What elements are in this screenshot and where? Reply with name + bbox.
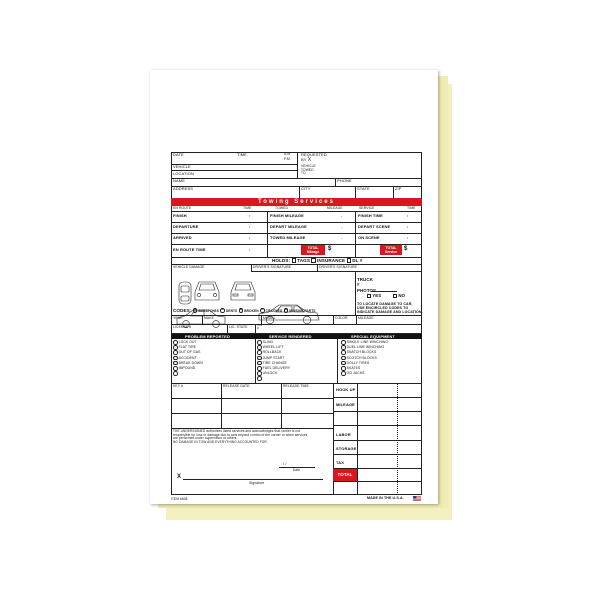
signature-line[interactable] xyxy=(183,479,323,480)
storage-label: STORAGE xyxy=(336,446,357,451)
requested-by-label: BY X xyxy=(301,157,312,163)
col-en-route: EN ROUTE xyxy=(173,206,192,210)
finish-mileage-label: FINISH MILEAGE xyxy=(270,213,304,218)
problem-item[interactable]: OUT OF GAS xyxy=(173,350,203,355)
service-item[interactable]: FUEL DELIVERY xyxy=(257,366,290,371)
dl-checkbox[interactable] xyxy=(347,258,352,263)
departure-label: DEPARTURE xyxy=(173,224,199,229)
problem-reported-header: PROBLEM REPORTED xyxy=(185,333,230,339)
equipment-item[interactable]: SINGLE LINE WINCHING xyxy=(341,340,388,345)
photos-label: PHOTOS xyxy=(357,288,377,293)
code-dents: D DENTS xyxy=(221,308,238,313)
service-item[interactable]: JUMP START xyxy=(257,356,290,361)
problem-item[interactable]: BREAK DOWN xyxy=(173,361,203,366)
service-dollar: $ xyxy=(404,246,408,252)
vehicle-label: VEHICLE xyxy=(173,164,191,169)
zip-label: ZIP xyxy=(395,186,402,191)
location-label: LOCATION xyxy=(173,171,194,176)
model-label: MODEL xyxy=(263,316,276,320)
time-label: TIME xyxy=(237,152,247,157)
service-list xyxy=(257,340,290,382)
am-label: A.M. xyxy=(284,152,292,156)
date-slashes: / / xyxy=(283,461,287,466)
code-broken: B BROKEN xyxy=(239,308,259,313)
special-equipment-header: SPECIAL EQUIPMENT xyxy=(351,333,395,339)
car-top-view-icon xyxy=(179,282,191,304)
signature-x: X xyxy=(177,474,182,480)
towed-mileage-label: TOWED MILEAGE xyxy=(270,235,306,240)
en-route-time-label: EN ROUTE TIME xyxy=(173,247,206,252)
service-item[interactable] xyxy=(257,376,290,381)
problem-item[interactable]: FLAT TIRE xyxy=(173,345,203,350)
date-label: DATE xyxy=(173,152,184,157)
release-time-label: RELEASE TIME xyxy=(283,384,309,388)
photos-yes[interactable]: YES xyxy=(367,294,381,299)
insurance-checkbox[interactable] xyxy=(311,258,316,263)
service-item[interactable]: ROLLBACK xyxy=(257,350,290,355)
equipment-item[interactable]: DUEL LINE WINCHING xyxy=(341,345,388,350)
equipment-item[interactable]: DOLLY TIRES xyxy=(341,361,388,366)
arrived-label: ARRIVED xyxy=(173,235,192,240)
make-label: MAKE xyxy=(204,316,215,320)
towing-services-banner: Towing Services xyxy=(171,198,422,206)
drivers-signature-label: DRIVER'S SIGNATURE xyxy=(253,265,291,269)
date-caption: Date xyxy=(293,468,301,472)
on-scene-label: ON SCENE xyxy=(358,235,380,240)
equipment-item[interactable]: SCOTCH BLOCKS xyxy=(341,356,388,361)
service-item[interactable]: SLING xyxy=(257,340,290,345)
equipment-item[interactable]: SNATCH BLOCKS xyxy=(341,350,388,355)
code-missing-parts: M MISSING PARTS xyxy=(284,308,316,313)
locate-damage-note: TO LOCATE DAMAGE TO CAR, USE ENCIRCLED CODES TO INDICATE DAMAGE AND LOCATION. xyxy=(357,302,423,315)
license-label: LICENSE # xyxy=(173,325,192,329)
charge-mileage-label: MILEAGE xyxy=(336,402,355,407)
requested-label: REQUESTED xyxy=(301,152,327,157)
form-body: DATE TIME A.M. P.M. REQUESTED BY X VEHICLE LOCATION VEHICLE TOWED TO NAME PHONE ADDRESS CITY STATE ZIP Towing Services EN ROUTE TIME TOWED MILEAGE SERVICE TIME FINISH DEPARTURE ARRIVED EN ROUTE TIME : : : : FINISH MILEAGE DEPART MILEAGE TOWED MILEAGE . . . FINISH TIME DEPART SCENE ON SCENE : : : TOTAL Mileage $ TOTAL Service $ HOLDS: TAGS INSURANCE DL # VEHICLE DAMAGE DRIVER'S SIGNATURE DRIVER'S SIGNATURE TRUCK # PHOTOS YES NO TO LOCATE DAMAGE TO CAR, USE ENCIRCLED CODES TO INDICATE DAMAGE AND LOCATION. CODES: S SCRATCHES D DENTS B BROKEN C CRACKED M MISSING PARTS YEAR MAKE MODEL COLOR MILEAGE LICENSE # LIC. STATE VIN # PROBLEM REPORTED SERVICE RENDERED SPECIAL EQUIPMENT LOCK OUT FLAT TIRE OUT OF GAS ACCIDENT BREAK DOWN IMPOUND SLING WHEEL-LIFT ROLLBACK JUMP START TIRE CHANGE FUEL DELIVERY UNLOCK SINGLE LINE WINCHING DUEL LINE WINCHING SNATCH BLOCKS SCOTCH BLOCKS DOLLY TIRES SKATES GO JACKS KEY # RELEASE DATE RELEASE TIME HOOK UP MILEAGE LABOR STORAGE TAX TOTAL THE UNDERSIGNED authorizes listed services and acknowledges that carrier is not responsible for loss or damage due to acts beyond control of the carrier or when services are performed under supervision of others. NO DAMAGE IN TOW AND EVERYTHING ACCOUNTED FOR. X / / Date Signature ITEM #608 MADE IN THE U.S.A. xyxy=(171,152,423,501)
photos-no[interactable]: NO xyxy=(393,294,405,299)
problem-item[interactable] xyxy=(173,371,203,376)
name-label: NAME xyxy=(173,178,185,183)
equipment-item[interactable]: SKATES xyxy=(341,366,388,371)
total-badge: TOTAL xyxy=(333,469,357,481)
color-label: COLOR xyxy=(335,316,348,320)
state-label: STATE xyxy=(357,186,370,191)
tags-checkbox[interactable] xyxy=(292,258,297,263)
service-rendered-header: SERVICE RENDERED xyxy=(269,333,312,339)
terms-text: THE UNDERSIGNED authorizes listed services and acknowledges that carrier is not responsible for loss or damage due to acts beyond control of the carrier or when services are performed under supervision of others. NO DAMAGE IN TOW AND EVERYTHING ACCOUNTED FOR. xyxy=(173,429,308,445)
holds-row: HOLDS: TAGS INSURANCE DL # xyxy=(272,258,363,263)
service-item[interactable]: TIRE CHANGE xyxy=(257,361,290,366)
item-number: ITEM #608 xyxy=(171,497,188,501)
depart-scene-label: DEPART SCENE xyxy=(358,224,391,229)
problem-item[interactable]: IMPOUND xyxy=(173,366,203,371)
key-label: KEY # xyxy=(173,384,184,388)
towing-form-sheet xyxy=(150,70,438,504)
mileage-label: MILEAGE xyxy=(358,316,374,320)
finish-label: FINISH xyxy=(173,213,187,218)
depart-mileage-label: DEPART MILEAGE xyxy=(270,224,307,229)
equipment-item[interactable]: GO JACKS xyxy=(341,371,388,376)
labor-label: LABOR xyxy=(336,432,351,437)
address-label: ADDRESS xyxy=(173,186,194,191)
problem-item[interactable]: ACCIDENT xyxy=(173,356,203,361)
city-label: CITY xyxy=(301,186,311,191)
col-towed: TOWED xyxy=(275,206,289,210)
vin-label: VIN # xyxy=(257,323,263,331)
mileage-dollar: $ xyxy=(328,246,332,252)
car-front-view-icon xyxy=(195,282,219,300)
drivers-signature-label-2: DRIVER'S SIGNATURE xyxy=(319,265,357,269)
total-service-badge: TOTAL Service xyxy=(380,245,402,255)
photos-yes-checkbox[interactable] xyxy=(367,294,371,298)
photos-no-checkbox[interactable] xyxy=(393,294,397,298)
problem-list xyxy=(173,340,203,376)
col-service: SERVICE xyxy=(359,206,375,210)
service-item[interactable]: UNLOCK xyxy=(257,371,290,376)
damage-codes-row: CODES: S SCRATCHES D DENTS B BROKEN C CRACKED M MISSING PARTS xyxy=(173,308,316,313)
problem-item[interactable]: LOCK OUT xyxy=(173,340,203,345)
vehicle-damage-label: VEHICLE DAMAGE xyxy=(173,265,205,269)
truck-number-label: # xyxy=(357,282,360,287)
col-time: TIME xyxy=(243,206,252,210)
total-mileage-badge: TOTAL Mileage xyxy=(301,245,325,255)
car-rear-view-icon xyxy=(231,282,255,300)
vehicle-towed-to-label: VEHICLE TOWED TO xyxy=(301,164,316,176)
col-mileage: MILEAGE xyxy=(327,206,343,210)
tax-label: TAX xyxy=(336,460,345,465)
made-in-usa: MADE IN THE U.S.A. xyxy=(367,496,404,500)
service-item[interactable]: WHEEL-LIFT xyxy=(257,345,290,350)
equipment-list xyxy=(341,340,388,376)
release-date-label: RELEASE DATE xyxy=(223,384,250,388)
signature-caption: Signature xyxy=(249,481,265,485)
phone-label: PHONE xyxy=(337,178,352,183)
code-scratches: S SCRATCHES xyxy=(194,308,219,313)
year-label: YEAR xyxy=(173,316,183,320)
col-time-2: TIME xyxy=(407,206,416,210)
lic-state-label: LIC. STATE xyxy=(229,325,248,329)
truck-label: TRUCK xyxy=(357,277,373,282)
code-cracked: C CRACKED xyxy=(261,308,283,313)
pm-label: P.M. xyxy=(284,157,291,161)
hook-up-label: HOOK UP xyxy=(336,387,356,392)
us-flag-icon xyxy=(413,496,421,501)
finish-time-label: FINISH TIME xyxy=(358,213,383,218)
